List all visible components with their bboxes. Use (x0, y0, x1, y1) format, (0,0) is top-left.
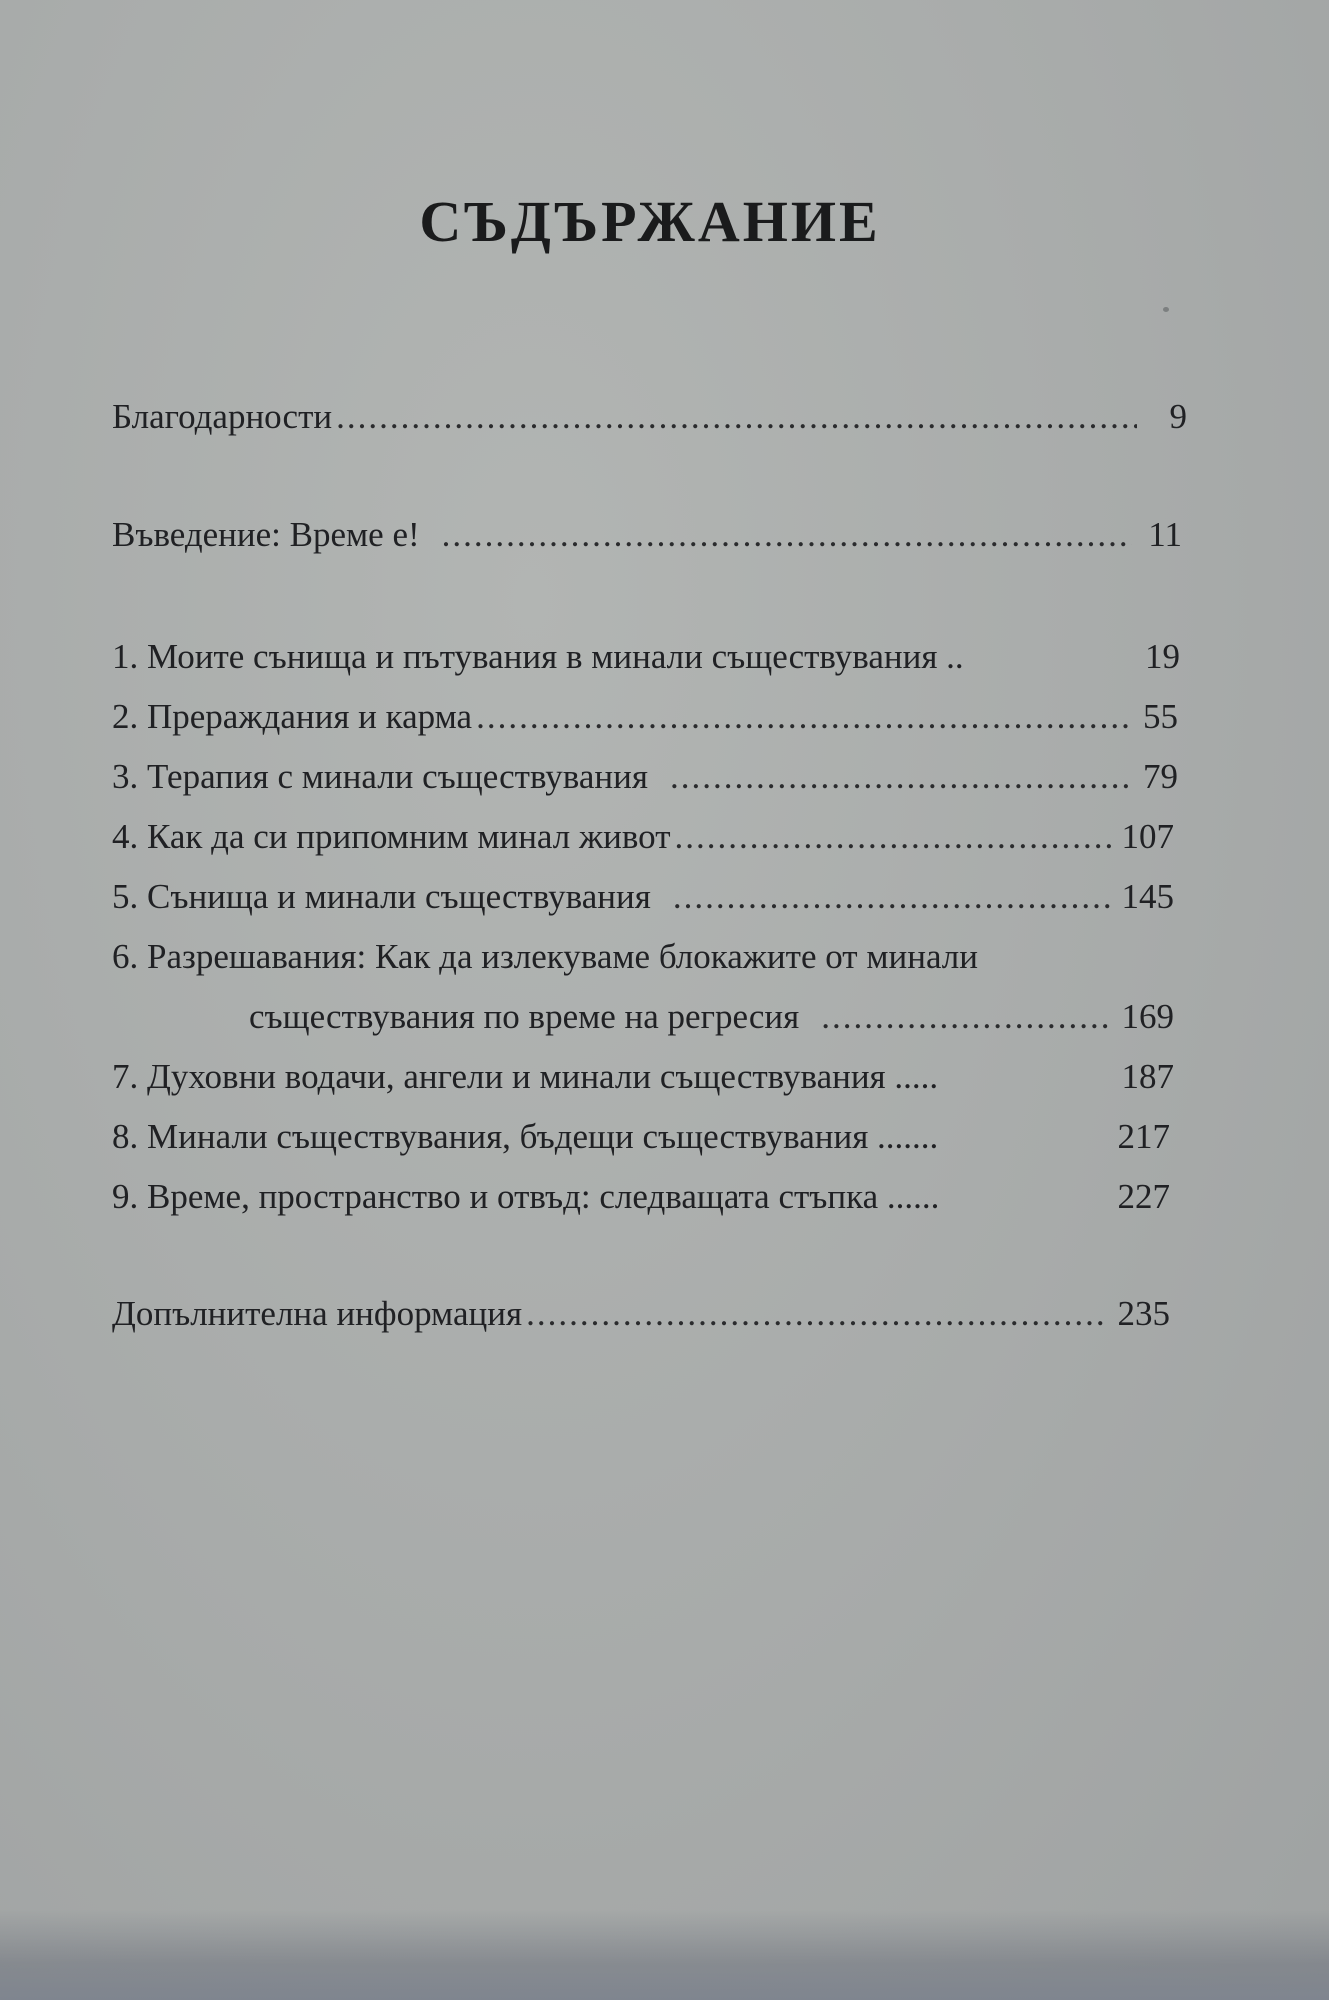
toc-entry-chapter-6-line-1: 6. Разрешавания: Как да излекуваме блокажите от минали (112, 937, 978, 976)
toc-entry-page: 107 (1121, 817, 1174, 856)
toc-entry-chapter-6 (112, 995, 1174, 1039)
leader-dots (675, 815, 1112, 859)
toc-entry-page: 217 (1117, 1117, 1170, 1156)
toc-entry-chapter-8 (112, 1115, 1170, 1159)
paper-speck (1163, 307, 1169, 312)
toc-entry-label: 8. Минали съществувания, бъдещи съществувания ....... (112, 1117, 939, 1156)
toc-entry-label: Въведение: Време е! (112, 515, 420, 554)
toc-entry-label: Допълнителна информация (112, 1294, 523, 1333)
toc-entry-page: 187 (1121, 1057, 1174, 1096)
page-title: СЪДЪРЖАНИЕ (419, 189, 881, 254)
toc-entry-page: 227 (1117, 1177, 1170, 1216)
toc-entry-page: 145 (1121, 877, 1174, 916)
toc-entry-page: 19 (1145, 637, 1180, 676)
toc-entry-introduction (112, 513, 1182, 557)
toc-entry-chapter-7 (112, 1055, 1174, 1099)
toc-entry-chapter-2 (112, 695, 1178, 739)
toc-entry-label: Благодарности (112, 397, 333, 436)
leader-dots (670, 755, 1128, 799)
leader-dots (821, 995, 1111, 1039)
toc-entry-label: съществувания по време на регресия (249, 997, 800, 1036)
toc-entry-label: 5. Сънища и минали съществувания (112, 877, 651, 916)
leader-dots (336, 395, 1137, 439)
toc-entry-chapter-4 (112, 815, 1174, 859)
toc-entry-chapter-1 (112, 635, 1180, 679)
toc-entry-page: 169 (1121, 997, 1174, 1036)
toc-entry-chapter-3 (112, 755, 1178, 799)
toc-entry-label: 3. Терапия с минали съществувания (112, 757, 648, 796)
toc-entry-additional-info (112, 1292, 1170, 1336)
toc-entry-label: 7. Духовни водачи, ангели и минали съществувания ..... (112, 1057, 939, 1096)
toc-entry-label: 9. Време, пространство и отвъд: следващата стъпка ...... (112, 1177, 940, 1216)
page-bottom-edge (0, 1910, 1329, 2000)
toc-entry-page: 235 (1117, 1294, 1170, 1333)
toc-entry-acknowledgements (112, 395, 1187, 439)
toc-entry-chapter-5 (112, 875, 1174, 919)
toc-entry-page: 55 (1143, 697, 1178, 736)
leader-dots (673, 875, 1112, 919)
leader-dots (442, 513, 1132, 557)
toc-entry-page: 79 (1143, 757, 1178, 796)
toc-entry-chapter-9 (112, 1175, 1170, 1219)
toc-entry-label: 2. Прераждания и карма (112, 697, 473, 736)
toc-entry-page: 9 (1169, 397, 1187, 436)
toc-entry-label: 4. Как да си припомним минал живот (112, 817, 671, 856)
leader-dots (526, 1292, 1107, 1336)
leader-dots (476, 695, 1128, 739)
toc-entry-page: 11 (1148, 515, 1182, 554)
toc-entry-label: 1. Моите сънища и пътувания в минали съществувания .. (112, 637, 964, 676)
